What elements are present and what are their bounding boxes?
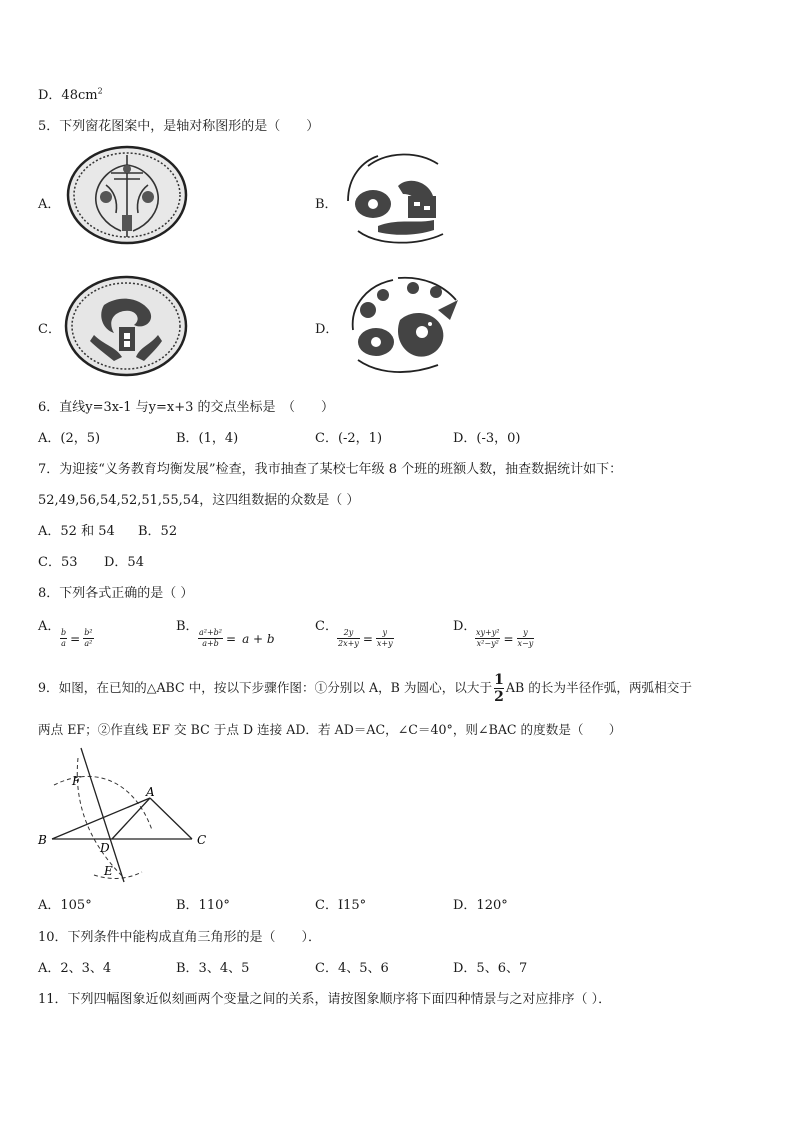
q8-a-rhs-frac (83, 628, 93, 649)
q10-option-d: D．5、6、7 (453, 961, 528, 976)
q8-c-equals: = (362, 631, 373, 646)
q6-stem: 6．直线y=3x-1 与y=x+3 的交点坐标是 （ ） (38, 400, 335, 415)
q9-option-d: D．120° (453, 898, 508, 913)
q4-option-d-text: D．48cm (38, 88, 98, 103)
q10-option-a: A．2、3、4 (38, 961, 112, 976)
q8-d-rhs-num: y (517, 628, 535, 639)
q9-segment-ac (150, 798, 192, 839)
q8-option-d (453, 615, 476, 634)
q6-option-d: D．(-3，0) (453, 431, 521, 446)
q7-option-d: D．54 (104, 555, 144, 570)
q5-papercut-b-image (338, 146, 458, 250)
q9-option-a: A．105° (38, 898, 92, 913)
q8-stem: 8．下列各式正确的是（ ） (38, 586, 194, 601)
q5-stem: 5．下列窗花图案中，是轴对称图形的是（ ） (38, 119, 320, 134)
q7-option-a: A．52 和 54 (38, 524, 115, 539)
q9-arc-bottom (94, 872, 142, 878)
q8-b-equals: = (226, 631, 237, 646)
q6-option-b: B．(1，4) (176, 431, 239, 446)
q9-segment-ba (52, 798, 150, 839)
q9-frac-num: 1 (494, 672, 504, 688)
q9-stem-line1 (38, 672, 692, 705)
q4-option-d-sup: 2 (97, 86, 103, 96)
q5-papercut-a-image (66, 145, 188, 245)
q9-geometry-figure (34, 740, 224, 890)
q8-c-rhs-den: x+y (376, 639, 393, 648)
q9-half-frac (494, 672, 504, 705)
q8-option-a-expr (60, 628, 94, 649)
q8-option-b (176, 615, 199, 634)
q9-stem-part1: 9．如图，在已知的△ABC 中，按以下步骤作图：①分别以 A，B 为圆心，以大于 (38, 680, 493, 695)
q8-d-rhs-den: x−y (517, 639, 534, 648)
q10-stem: 10．下列条件中能构成直角三角形的是（ ）． (38, 930, 322, 945)
q8-a-lhs-den: a (61, 639, 66, 648)
q8-c-lhs-den: 2x+y (338, 639, 359, 648)
q5-option-d-label: D． (315, 322, 339, 337)
q8-c-lhs-frac (337, 628, 360, 649)
q9-label-e: E (104, 864, 113, 878)
q9-label-b: B (38, 833, 47, 847)
q8-a-lhs-frac (60, 628, 67, 649)
q8-option-d-expr (475, 628, 534, 649)
q10-option-c: C．4、5、6 (315, 961, 389, 976)
q8-option-a-label: A． (38, 619, 61, 634)
q8-c-rhs-num: y (376, 628, 394, 639)
q8-b-lhs-num: a²+b² (199, 628, 223, 637)
q9-stem-line2: 两点 EF；②作直线 EF 交 BC 于点 D 连接 AD．若 AD＝AC，∠C＝40°，则∠BAC 的度数是（ ） (38, 722, 622, 737)
q6-option-c: C．(-2，1) (315, 431, 383, 446)
q8-b-lhs-frac (198, 628, 223, 649)
q4-option-d (38, 84, 103, 103)
q9-line-ef (81, 748, 124, 882)
q8-a-equals: = (70, 631, 81, 646)
q5-option-a-label: A． (38, 197, 61, 212)
q11-stem: 11．下列四幅图象近似刻画两个变量之间的关系，请按图象顺序将下面四种情景与之对应排序（ ）． (38, 992, 612, 1007)
q9-option-c: C．I15° (315, 898, 367, 913)
q5-option-c-label: C． (38, 322, 61, 337)
q8-option-b-expr (198, 628, 278, 649)
q8-d-lhs-frac (475, 628, 500, 649)
q8-a-rhs-den: a² (84, 639, 93, 648)
q8-option-d-label: D． (453, 619, 477, 634)
q9-option-b: B．110° (176, 898, 230, 913)
q8-d-rhs-frac (517, 628, 535, 649)
q8-b-rhs: a + b (242, 631, 275, 646)
q9-label-f: F (72, 774, 81, 788)
q9-stem-part2: AB 的长为半径作弧，两弧相交于 (505, 680, 692, 695)
q7-stem-line1: 7．为迎接“义务教育均衡发展”检查，我市抽查了某校七年级 8 个班的班额人数，抽查数据统计如下： (38, 462, 623, 477)
q8-a-lhs-num: b (61, 628, 67, 637)
q9-frac-den: 2 (494, 689, 504, 705)
q8-c-lhs-num: 2y (337, 628, 360, 639)
q8-option-c-expr (337, 628, 394, 649)
q10-option-b: B．3、4、5 (176, 961, 250, 976)
q5-option-b-label: B． (315, 197, 338, 212)
q5-papercut-c-image (64, 275, 188, 377)
q8-d-equals: = (503, 631, 514, 646)
q8-option-c-label: C． (315, 619, 338, 634)
q7-stem-line2: 52,49,56,54,52,51,55,54，这四组数据的众数是（ ） (38, 493, 360, 508)
q8-c-rhs-frac (376, 628, 394, 649)
q5-papercut-d-image (338, 270, 464, 382)
q8-option-a (38, 615, 60, 634)
q6-option-a: A．(2，5) (38, 431, 101, 446)
q9-segment-ad (112, 798, 150, 839)
q7-option-b: B．52 (138, 524, 178, 539)
q9-label-a: A (146, 785, 155, 799)
q8-d-lhs-den: x²−y² (476, 639, 499, 648)
q8-b-lhs-den: a+b (202, 639, 219, 648)
q9-label-d: D (100, 841, 110, 855)
q8-a-rhs-num: b² (84, 628, 93, 637)
q9-label-c: C (197, 833, 207, 847)
q8-d-lhs-num: xy+y² (476, 628, 500, 637)
q8-option-c (315, 615, 338, 634)
q7-option-c: C．53 (38, 555, 78, 570)
q8-option-b-label: B． (176, 619, 199, 634)
